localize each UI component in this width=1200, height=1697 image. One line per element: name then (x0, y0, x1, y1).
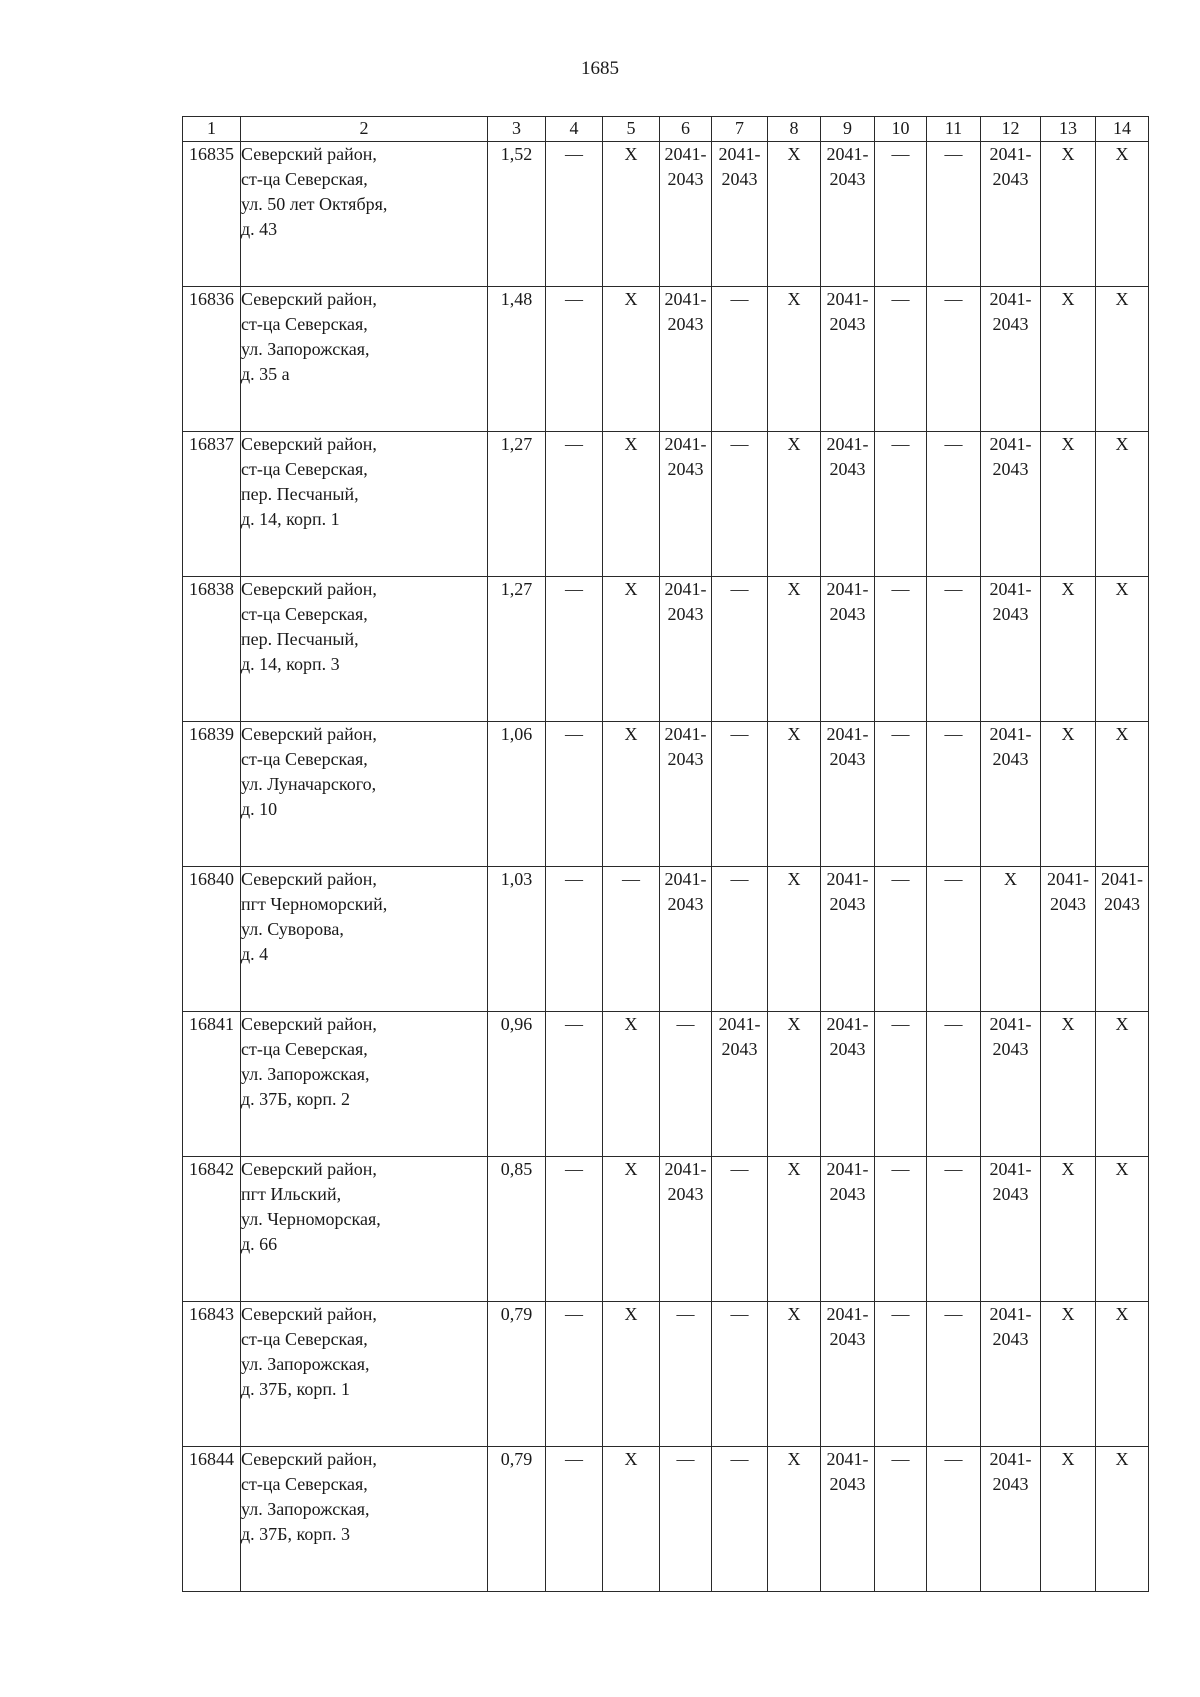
address-line: ул. Суворова, (241, 919, 344, 939)
schedule-cell: Х (768, 142, 821, 287)
schedule-cell: 2041- 2043 (1041, 867, 1096, 1012)
schedule-cell: 2041- 2043 (660, 577, 712, 722)
schedule-cell: Х (1096, 1157, 1149, 1302)
schedule-cell: Х (1096, 142, 1149, 287)
schedule-cell: Х (1041, 432, 1096, 577)
schedule-cell: Х (603, 577, 660, 722)
schedule-cell: — (927, 867, 981, 1012)
schedule-cell: 2041- 2043 (981, 577, 1041, 722)
schedule-cell: Х (1041, 1447, 1096, 1592)
row-number: 16841 (183, 1012, 241, 1157)
table-row (183, 1302, 1149, 1447)
column-header: 4 (546, 117, 603, 142)
area-value-cell: 1,52 (488, 142, 546, 287)
row-number: 16842 (183, 1157, 241, 1302)
page-number: 1685 (581, 58, 619, 79)
table-row (183, 577, 1149, 722)
address-line: пгт Ильский, (241, 1184, 342, 1204)
schedule-cell: Х (603, 1157, 660, 1302)
address-cell (241, 287, 488, 432)
schedule-cell: Х (1096, 1012, 1149, 1157)
schedule-cell: 2041- 2043 (712, 1012, 768, 1157)
address-line: Северский район, (241, 289, 377, 309)
schedule-cell: — (927, 287, 981, 432)
address-line: ст-ца Северская, (241, 459, 368, 479)
address-line: ул. Запорожская, (241, 1499, 370, 1519)
address-line: ул. Запорожская, (241, 1354, 370, 1374)
schedule-cell: 2041- 2043 (712, 142, 768, 287)
schedule-cell: — (875, 1012, 927, 1157)
register-table (182, 116, 1149, 1592)
address-line: ст-ца Северская, (241, 1474, 368, 1494)
address-line: д. 14, корп. 1 (241, 509, 340, 529)
address-line: Северский район, (241, 579, 377, 599)
schedule-cell: Х (768, 1302, 821, 1447)
row-number: 16844 (183, 1447, 241, 1592)
schedule-cell: — (875, 432, 927, 577)
column-header: 7 (712, 117, 768, 142)
schedule-cell: — (927, 142, 981, 287)
schedule-cell: Х (603, 1302, 660, 1447)
schedule-cell: Х (1096, 722, 1149, 867)
schedule-cell: — (603, 867, 660, 1012)
address-line: д. 37Б, корп. 2 (241, 1089, 350, 1109)
schedule-cell: 2041- 2043 (821, 142, 875, 287)
address-line: пер. Песчаный, (241, 629, 359, 649)
schedule-cell: 2041- 2043 (660, 722, 712, 867)
schedule-cell: — (712, 1302, 768, 1447)
table-row (183, 287, 1149, 432)
schedule-cell: Х (768, 1012, 821, 1157)
schedule-cell: — (875, 287, 927, 432)
column-header: 12 (981, 117, 1041, 142)
schedule-cell: Х (1041, 287, 1096, 432)
schedule-cell: — (712, 432, 768, 577)
schedule-cell: — (875, 1447, 927, 1592)
schedule-cell: — (546, 1302, 603, 1447)
address-line: пер. Песчаный, (241, 484, 359, 504)
column-header: 9 (821, 117, 875, 142)
schedule-cell: 2041- 2043 (821, 1302, 875, 1447)
address-line: д. 35 а (241, 364, 290, 384)
schedule-cell: Х (1041, 1157, 1096, 1302)
address-cell (241, 722, 488, 867)
area-value-cell: 1,27 (488, 432, 546, 577)
schedule-cell: 2041- 2043 (821, 577, 875, 722)
row-number: 16835 (183, 142, 241, 287)
schedule-cell: 2041- 2043 (981, 432, 1041, 577)
schedule-cell: 2041- 2043 (821, 287, 875, 432)
schedule-cell: 2041- 2043 (660, 142, 712, 287)
address-line: д. 37Б, корп. 3 (241, 1524, 350, 1544)
column-header: 11 (927, 117, 981, 142)
schedule-cell: 2041- 2043 (981, 1302, 1041, 1447)
column-header: 6 (660, 117, 712, 142)
column-header: 3 (488, 117, 546, 142)
address-cell (241, 867, 488, 1012)
address-line: Северский район, (241, 1159, 377, 1179)
table-row (183, 1012, 1149, 1157)
area-value-cell: 0,79 (488, 1447, 546, 1592)
schedule-cell: Х (1041, 1012, 1096, 1157)
schedule-cell: Х (768, 577, 821, 722)
address-line: Северский район, (241, 1449, 377, 1469)
address-line: ул. Запорожская, (241, 1064, 370, 1084)
row-number: 16837 (183, 432, 241, 577)
schedule-cell: — (712, 577, 768, 722)
schedule-cell: — (927, 432, 981, 577)
schedule-cell: — (875, 577, 927, 722)
schedule-cell: Х (768, 722, 821, 867)
address-line: д. 66 (241, 1234, 278, 1254)
schedule-cell: 2041- 2043 (821, 1012, 875, 1157)
address-line: ст-ца Северская, (241, 1329, 368, 1349)
schedule-cell: Х (768, 287, 821, 432)
area-value-cell: 1,03 (488, 867, 546, 1012)
address-line: Северский район, (241, 1014, 377, 1034)
table-row (183, 142, 1149, 287)
schedule-cell: — (927, 577, 981, 722)
schedule-cell: 2041- 2043 (981, 722, 1041, 867)
schedule-cell: — (546, 1157, 603, 1302)
area-value-cell: 1,27 (488, 577, 546, 722)
address-line: ул. Луначарского, (241, 774, 377, 794)
schedule-cell: Х (603, 287, 660, 432)
address-line: Северский район, (241, 434, 377, 454)
schedule-cell: Х (981, 867, 1041, 1012)
address-line: д. 4 (241, 944, 269, 964)
schedule-cell: — (546, 577, 603, 722)
address-line: Северский район, (241, 1304, 377, 1324)
schedule-cell: Х (768, 867, 821, 1012)
address-cell (241, 432, 488, 577)
address-line: ул. Черноморская, (241, 1209, 381, 1229)
schedule-cell: — (546, 432, 603, 577)
area-value-cell: 0,79 (488, 1302, 546, 1447)
address-line: ст-ца Северская, (241, 1039, 368, 1059)
address-line: д. 10 (241, 799, 278, 819)
schedule-cell: — (660, 1302, 712, 1447)
schedule-cell: — (546, 1447, 603, 1592)
address-line: ул. Запорожская, (241, 339, 370, 359)
schedule-cell: — (875, 1157, 927, 1302)
address-cell (241, 142, 488, 287)
schedule-cell: — (546, 722, 603, 867)
schedule-cell: 2041- 2043 (821, 1157, 875, 1302)
schedule-cell: 2041- 2043 (981, 1012, 1041, 1157)
schedule-cell: 2041- 2043 (660, 1157, 712, 1302)
area-value-cell: 1,06 (488, 722, 546, 867)
schedule-cell: 2041- 2043 (821, 867, 875, 1012)
schedule-cell: — (927, 1447, 981, 1592)
schedule-cell: 2041- 2043 (821, 1447, 875, 1592)
schedule-cell: — (927, 722, 981, 867)
schedule-cell: Х (603, 142, 660, 287)
table-row (183, 1447, 1149, 1592)
row-number: 16838 (183, 577, 241, 722)
column-header: 8 (768, 117, 821, 142)
column-header: 1 (183, 117, 241, 142)
schedule-cell: — (712, 1447, 768, 1592)
schedule-cell: Х (603, 1012, 660, 1157)
address-cell (241, 1447, 488, 1592)
address-line: ст-ца Северская, (241, 604, 368, 624)
address-line: ст-ца Северская, (241, 169, 368, 189)
address-line: д. 43 (241, 219, 278, 239)
schedule-cell: — (546, 1012, 603, 1157)
schedule-cell: — (875, 142, 927, 287)
address-cell (241, 577, 488, 722)
schedule-cell: Х (1041, 722, 1096, 867)
schedule-cell: Х (603, 722, 660, 867)
schedule-cell: Х (768, 1157, 821, 1302)
column-header: 5 (603, 117, 660, 142)
address-line: ст-ца Северская, (241, 749, 368, 769)
schedule-cell: 2041- 2043 (821, 432, 875, 577)
schedule-cell: — (875, 1302, 927, 1447)
row-number: 16839 (183, 722, 241, 867)
schedule-cell: Х (1096, 432, 1149, 577)
column-header: 10 (875, 117, 927, 142)
row-number: 16836 (183, 287, 241, 432)
schedule-cell: Х (603, 432, 660, 577)
table-row (183, 432, 1149, 577)
schedule-cell: Х (1096, 1447, 1149, 1592)
schedule-cell: Х (1096, 287, 1149, 432)
table-body (183, 142, 1149, 1592)
schedule-cell: 2041- 2043 (821, 722, 875, 867)
area-value-cell: 0,85 (488, 1157, 546, 1302)
schedule-cell: Х (768, 1447, 821, 1592)
table-row (183, 1157, 1149, 1302)
address-line: Северский район, (241, 724, 377, 744)
schedule-cell: Х (603, 1447, 660, 1592)
schedule-cell: — (927, 1157, 981, 1302)
header-row (183, 117, 1149, 142)
schedule-cell: — (546, 142, 603, 287)
schedule-cell: 2041- 2043 (660, 867, 712, 1012)
schedule-cell: — (546, 867, 603, 1012)
address-cell (241, 1157, 488, 1302)
schedule-cell: 2041- 2043 (981, 142, 1041, 287)
schedule-cell: — (712, 867, 768, 1012)
schedule-cell: 2041- 2043 (981, 1447, 1041, 1592)
schedule-cell: — (660, 1012, 712, 1157)
schedule-cell: Х (1041, 577, 1096, 722)
address-cell (241, 1012, 488, 1157)
column-header: 13 (1041, 117, 1096, 142)
address-line: пгт Черноморский, (241, 894, 388, 914)
schedule-cell: — (927, 1302, 981, 1447)
address-line: ул. 50 лет Октября, (241, 194, 388, 214)
schedule-cell: — (660, 1447, 712, 1592)
address-line: д. 14, корп. 3 (241, 654, 340, 674)
column-header: 2 (241, 117, 488, 142)
schedule-cell: — (712, 1157, 768, 1302)
address-cell (241, 1302, 488, 1447)
address-line: Северский район, (241, 869, 377, 889)
schedule-cell: Х (1096, 577, 1149, 722)
area-value-cell: 1,48 (488, 287, 546, 432)
schedule-cell: — (875, 867, 927, 1012)
schedule-cell: Х (1041, 142, 1096, 287)
row-number: 16843 (183, 1302, 241, 1447)
schedule-cell: — (927, 1012, 981, 1157)
column-header: 14 (1096, 117, 1149, 142)
schedule-cell: 2041- 2043 (981, 1157, 1041, 1302)
address-line: д. 37Б, корп. 1 (241, 1379, 350, 1399)
address-line: Северский район, (241, 144, 377, 164)
schedule-cell: Х (768, 432, 821, 577)
schedule-cell: — (712, 287, 768, 432)
address-line: ст-ца Северская, (241, 314, 368, 334)
schedule-cell: 2041- 2043 (981, 287, 1041, 432)
schedule-cell: — (546, 287, 603, 432)
schedule-cell: 2041- 2043 (660, 432, 712, 577)
schedule-cell: Х (1096, 1302, 1149, 1447)
schedule-cell: 2041- 2043 (1096, 867, 1149, 1012)
schedule-cell: — (712, 722, 768, 867)
schedule-cell: 2041- 2043 (660, 287, 712, 432)
table-row (183, 722, 1149, 867)
area-value-cell: 0,96 (488, 1012, 546, 1157)
table-row (183, 867, 1149, 1012)
row-number: 16840 (183, 867, 241, 1012)
schedule-cell: — (875, 722, 927, 867)
schedule-cell: Х (1041, 1302, 1096, 1447)
